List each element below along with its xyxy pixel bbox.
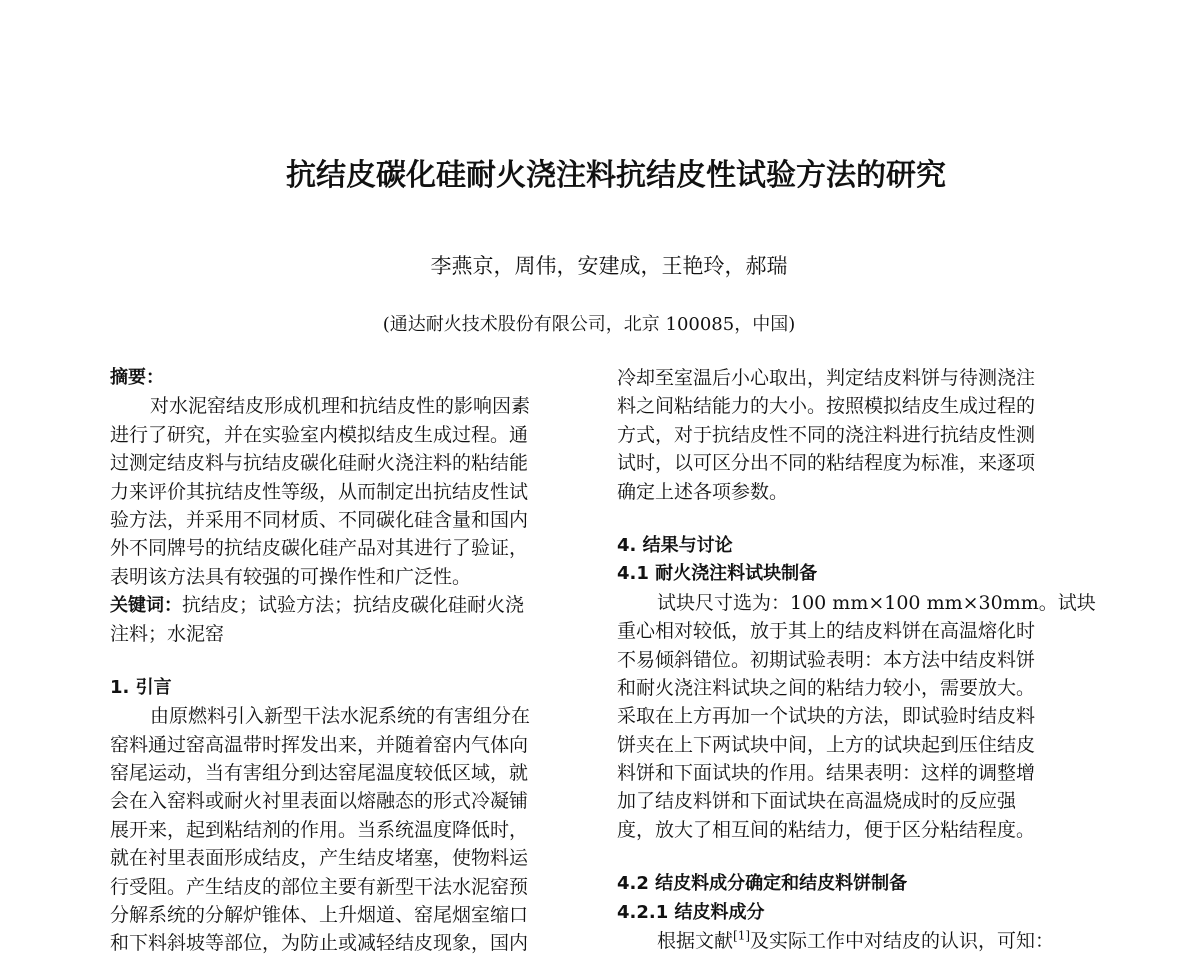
keywords-text: 抗结皮；试验方法；抗结皮碳化硅耐火浇 bbox=[182, 594, 525, 617]
section-gap bbox=[617, 844, 1085, 870]
intro-line: 行受阻。产生结皮的部位主要有新型干法水泥窑预 bbox=[110, 875, 529, 898]
abstract-line: 过测定结皮料与抗结皮碳化硅耐火浇注料的粘结能 bbox=[110, 452, 529, 475]
section4-1-line: 不易倾斜错位。初期试验表明：本方法中结皮料饼 bbox=[617, 648, 1036, 671]
section4-2-heading: 4.2 结皮料成分确定和结皮料饼制备 bbox=[617, 873, 908, 895]
keywords-line-2: 注料；水泥窑 bbox=[110, 622, 225, 645]
keywords-line bbox=[110, 591, 580, 619]
body-line: 方式，对于抗结皮性不同的浇注料进行抗结皮性测 bbox=[617, 423, 1036, 446]
right-column bbox=[617, 364, 1096, 955]
abstract-line: 进行了研究，并在实验室内模拟结皮生成过程。通 bbox=[110, 423, 529, 446]
abstract-line: 表明该方法具有较强的可操作性和广泛性。 bbox=[110, 565, 472, 588]
section4-1-line: 饼夹在上下两试块中间，上方的试块起到压住结皮 bbox=[617, 733, 1036, 756]
keywords-label: 关键词： bbox=[110, 595, 182, 617]
body-line: 试时，以可区分出不同的粘结程度为标准，来逐项 bbox=[617, 452, 1036, 475]
abstract-line: 对水泥窑结皮形成机理和抗结皮性的影响因素 bbox=[150, 395, 531, 418]
intro-line: 会在入窑料或耐火衬里表面以熔融态的形式冷凝铺 bbox=[110, 790, 529, 813]
paper-affiliation: (通达耐火技术股份有限公司，北京 100085，中国) bbox=[382, 314, 796, 335]
intro-line: 由原燃料引入新型干法水泥系统的有害组分在 bbox=[150, 705, 531, 728]
section4-1-line: 采取在上方再加一个试块的方法，即试验时结皮料 bbox=[617, 705, 1036, 728]
section4-2-1-text-end: 及实际工作中对结皮的认识，可知： bbox=[750, 930, 1055, 953]
paper-authors: 李燕京，周伟，安建成，王艳玲，郝瑞 bbox=[430, 254, 788, 278]
body-line: 料之间粘结能力的大小。按照模拟结皮生成过程的 bbox=[617, 395, 1036, 418]
section4-2-1-line bbox=[617, 927, 1085, 955]
intro-line: 分解系统的分解炉锥体、上升烟道、窑尾烟室缩口 bbox=[110, 904, 529, 927]
intro-line: 和下料斜坡等部位，为防止或减轻结皮现象，国内 bbox=[110, 932, 529, 955]
abstract-line: 力来评价其抗结皮性等级，从而制定出抗结皮性试 bbox=[110, 480, 529, 503]
intro-line: 展开来，起到粘结剂的作用。当系统温度降低时， bbox=[110, 818, 529, 841]
section4-1-line: 度，放大了相互间的粘结力，便于区分粘结程度。 bbox=[617, 818, 1036, 841]
intro-line: 窑料通过窑高温带时挥发出来，并随着窑内气体向 bbox=[110, 733, 529, 756]
section4-1-line: 重心相对较低，放于其上的结皮料饼在高温熔化时 bbox=[617, 620, 1036, 643]
section4-1-line: 料饼和下面试块的作用。结果表明：这样的调整增 bbox=[617, 762, 1036, 785]
section4-1-heading: 4.1 耐火浇注料试块制备 bbox=[617, 563, 818, 585]
section4-1-line: 和耐火浇注料试块之间的粘结力较小，需要放大。 bbox=[617, 676, 1036, 699]
intro-line: 窑尾运动，当有害组分到达窑尾温度较低区域，就 bbox=[110, 762, 529, 785]
body-line: 冷却至室温后小心取出，判定结皮料饼与待测浇注 bbox=[617, 367, 1036, 389]
left-column bbox=[110, 364, 580, 958]
abstract-line: 验方法，并采用不同材质、不同碳化硅含量和国内 bbox=[110, 508, 529, 531]
intro-heading: 1. 引言 bbox=[110, 676, 172, 698]
section4-2-1-heading: 4.2.1 结皮料成分 bbox=[617, 901, 765, 923]
intro-line: 就在衬里表面形成结皮，产生结皮堵塞，使物料运 bbox=[110, 847, 529, 870]
abstract-line: 外不同牌号的抗结皮碳化硅产品对其进行了验证， bbox=[110, 537, 529, 560]
abstract-label: 摘要： bbox=[110, 367, 164, 388]
section-gap bbox=[617, 506, 1085, 532]
body-line: 确定上述各项参数。 bbox=[617, 480, 789, 503]
paper-title: 抗结皮碳化硅耐火浇注料抗结皮性试验方法的研究 bbox=[286, 158, 946, 193]
section4-1-line: 试块尺寸选为：100 mm×100 mm×30mm。试块 bbox=[657, 591, 1096, 614]
section4-2-1-text-start: 根据文献 bbox=[657, 930, 734, 953]
citation-ref: [1] bbox=[733, 928, 751, 943]
section-gap bbox=[110, 648, 580, 674]
section4-1-line: 加了结皮料饼和下面试块在高温烧成时的反应强 bbox=[617, 790, 1017, 813]
section4-heading: 4. 结果与讨论 bbox=[617, 534, 733, 556]
